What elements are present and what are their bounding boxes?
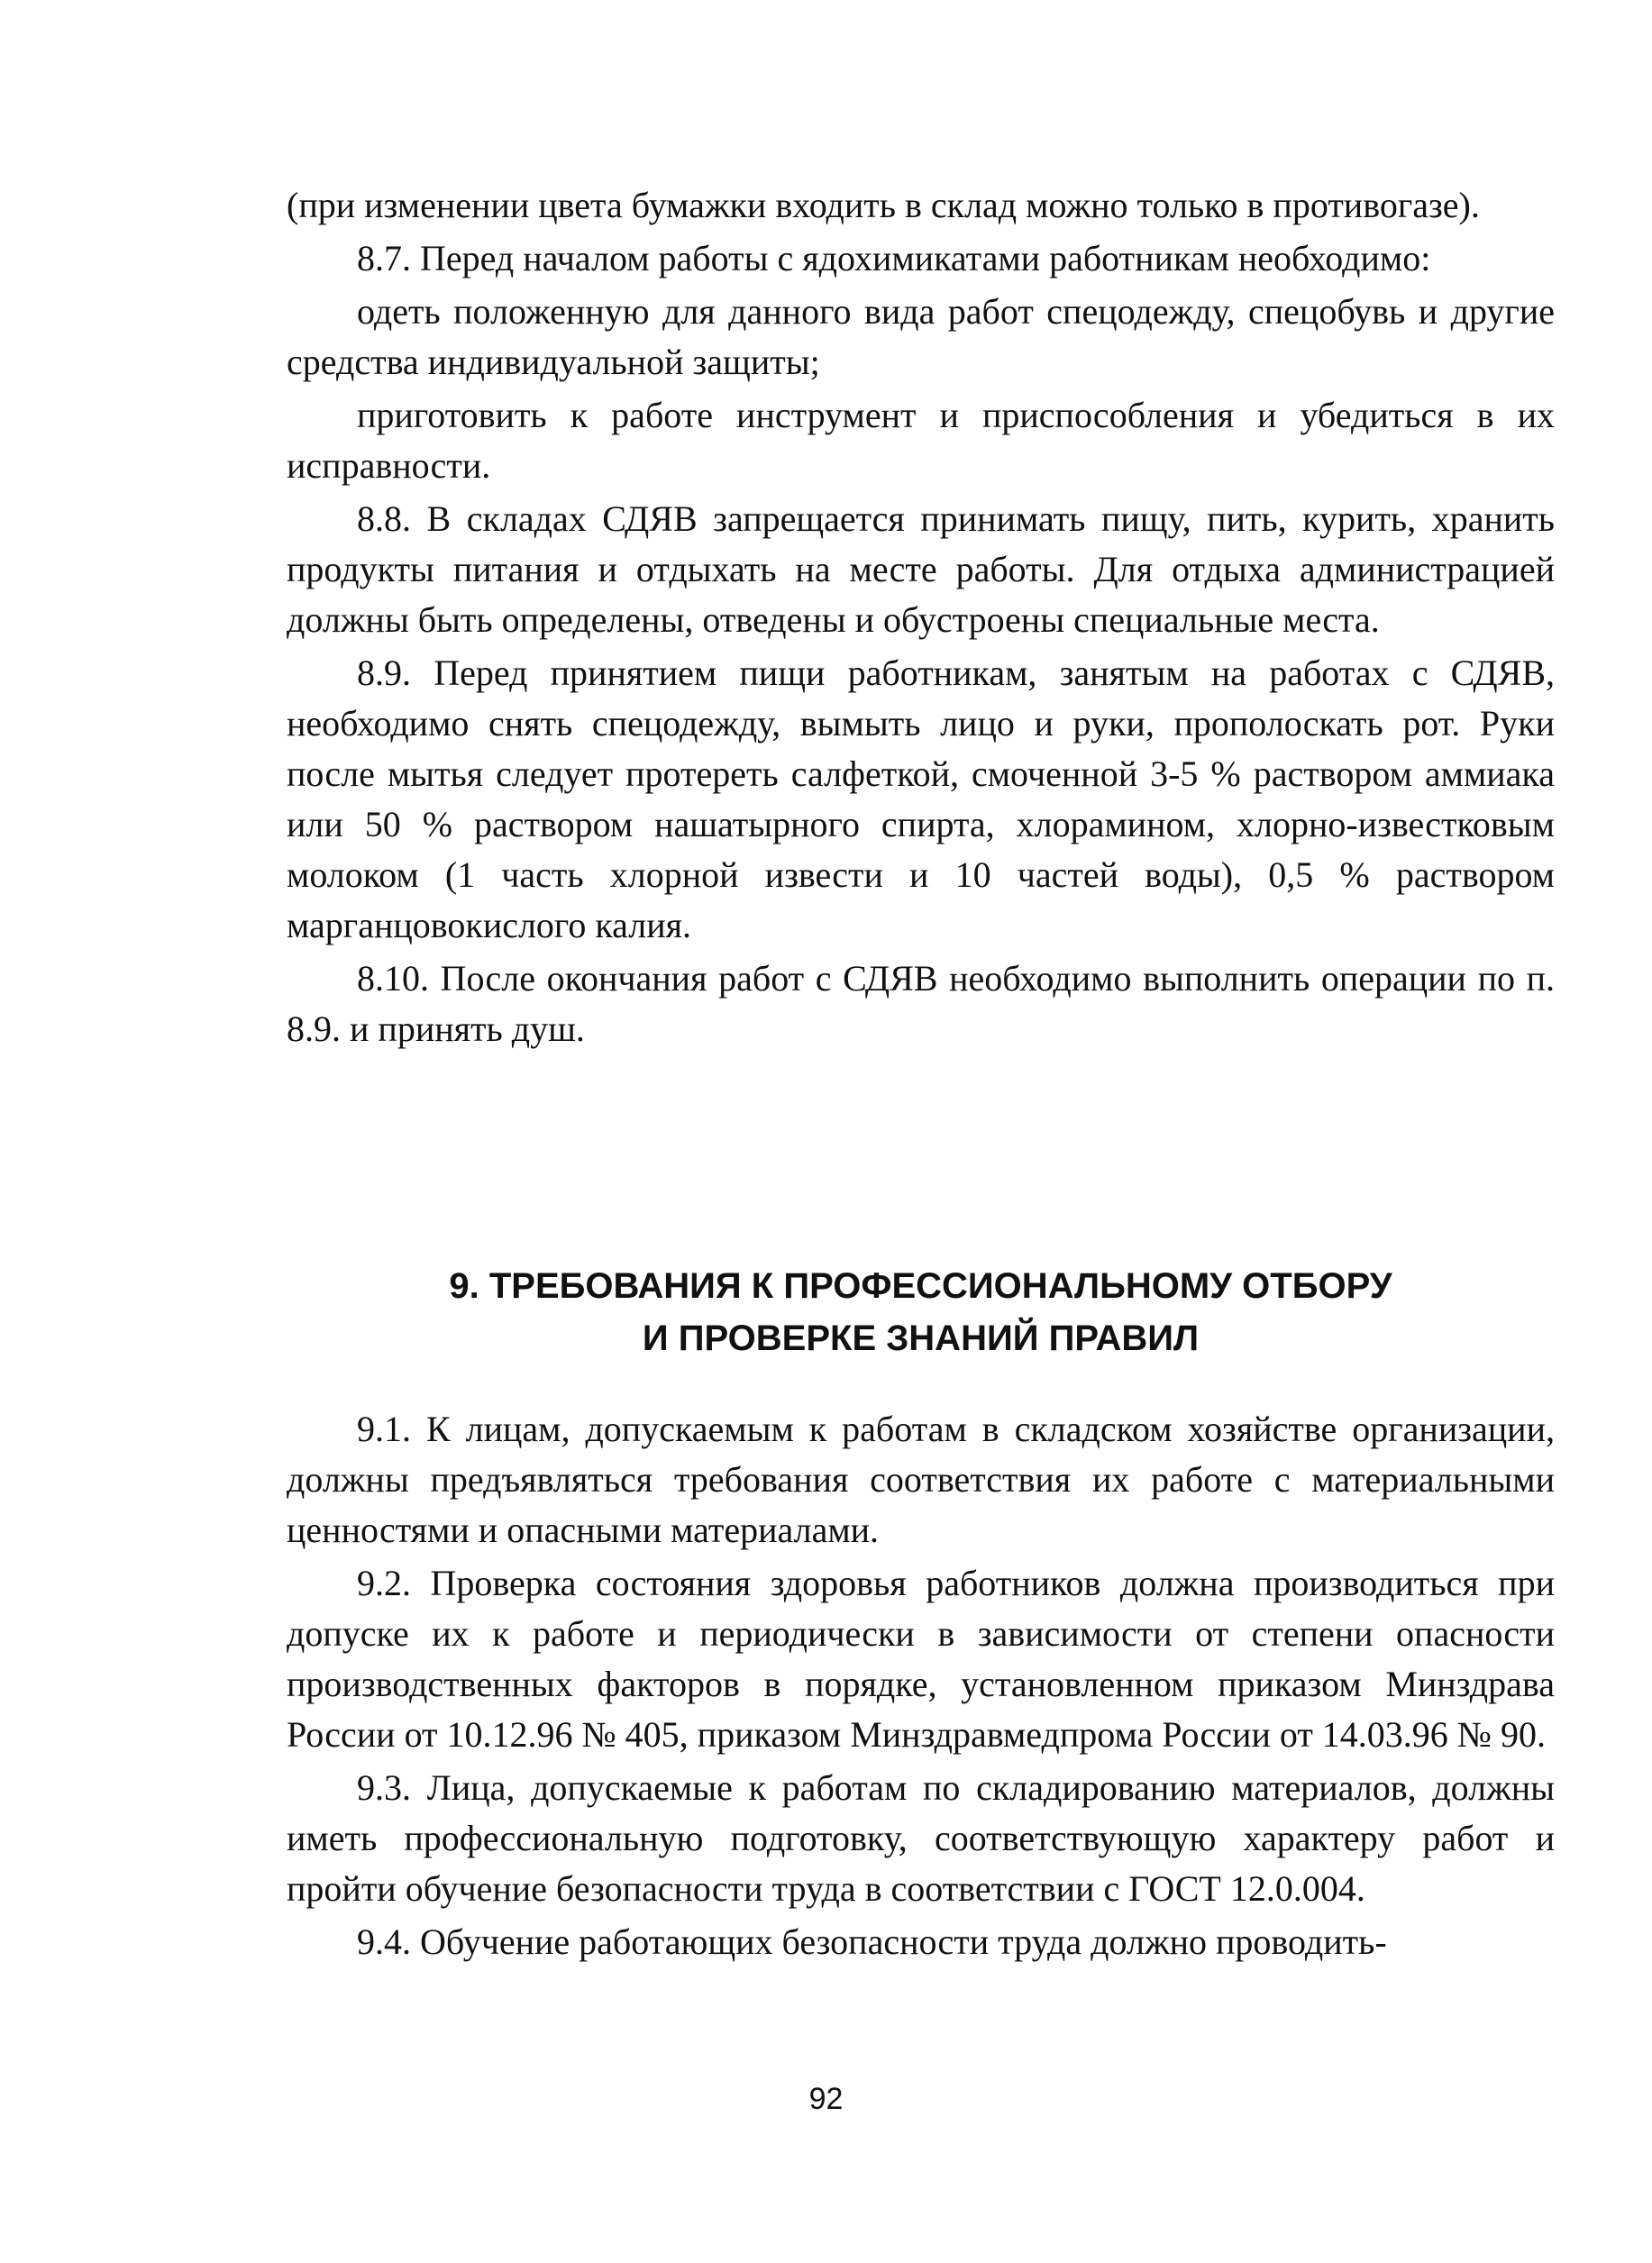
- paragraph-8-7: 8.7. Перед началом работы с ядохимикатами работникам необходимо:: [357, 238, 1431, 278]
- section-9-text: [287, 1404, 1555, 1970]
- paragraph-8-7-item-2: приготовить к работе инструмент и приспособления и убедиться в их исправности.: [287, 395, 1555, 486]
- section-8-text: [287, 180, 1555, 1057]
- paragraph-8-9: 8.9. Перед принятием пищи работникам, занятым на работах с СДЯВ, необходимо снять спецодежду, вымыть лицо и руки, прополоскать рот. Руки после мытья следует протереть салфеткой, смоченной 3-5 % раствором аммиака или 50 % раствором нашатырного спирта, хлорамином, хлорно-известковым молоком (1 часть хлорной извести и 10 частей воды), 0,5 % раствором марганцовокислого калия.: [287, 652, 1555, 945]
- paragraph-8-7-item-1: одеть положенную для данного вида работ спецодежду, спецобувь и другие средства индивидуальной защиты;: [287, 291, 1555, 382]
- paragraph-9-2: 9.2. Проверка состояния здоровья работников должна производиться при допуске их к работе и периодически в зависимости от степени опасности производственных факторов в порядке, установленном приказом Минздрава России от 10.12.96 № 405, приказом Минздравмедпрома России от 14.03.96 № 90.: [287, 1563, 1555, 1755]
- paragraph-8-8: 8.8. В складах СДЯВ запрещается принимать пищу, пить, курить, хранить продукты питания и отдыхать на месте работы. Для отдыха администрацией должны быть определены, отведены и обустроены специальные места.: [287, 498, 1555, 640]
- heading-line-1: 9. ТРЕБОВАНИЯ К ПРОФЕССИОНАЛЬНОМУ ОТБОРУ: [449, 1266, 1392, 1306]
- paragraph-9-3: 9.3. Лица, допускаемые к работам по складированию материалов, должны иметь профессиональную подготовку, соответствующую характеру работ и пройти обучение безопасности труда в соответствии с ГОСТ 12.0.004.: [287, 1767, 1555, 1909]
- paragraph-8-6-continuation: (при изменении цвета бумажки входить в склад можно только в противогазе).: [287, 185, 1480, 225]
- paragraph-9-1: 9.1. К лицам, допускаемым к работам в складском хозяйстве организации, должны предъявляться требования соответствия их работе с материальными ценностями и опасными материалами.: [287, 1409, 1555, 1550]
- paragraph-9-4: 9.4. Обучение работающих безопасности труда должно проводить-: [357, 1921, 1387, 1962]
- paragraph-8-10: 8.10. После окончания работ с СДЯВ необходимо выполнить операции по п. 8.9. и принять душ.: [287, 958, 1555, 1049]
- page-number: 92: [808, 2082, 844, 2116]
- heading-line-2: И ПРОВЕРКЕ ЗНАНИЙ ПРАВИЛ: [642, 1319, 1200, 1358]
- section-9-heading: [287, 1260, 1555, 1364]
